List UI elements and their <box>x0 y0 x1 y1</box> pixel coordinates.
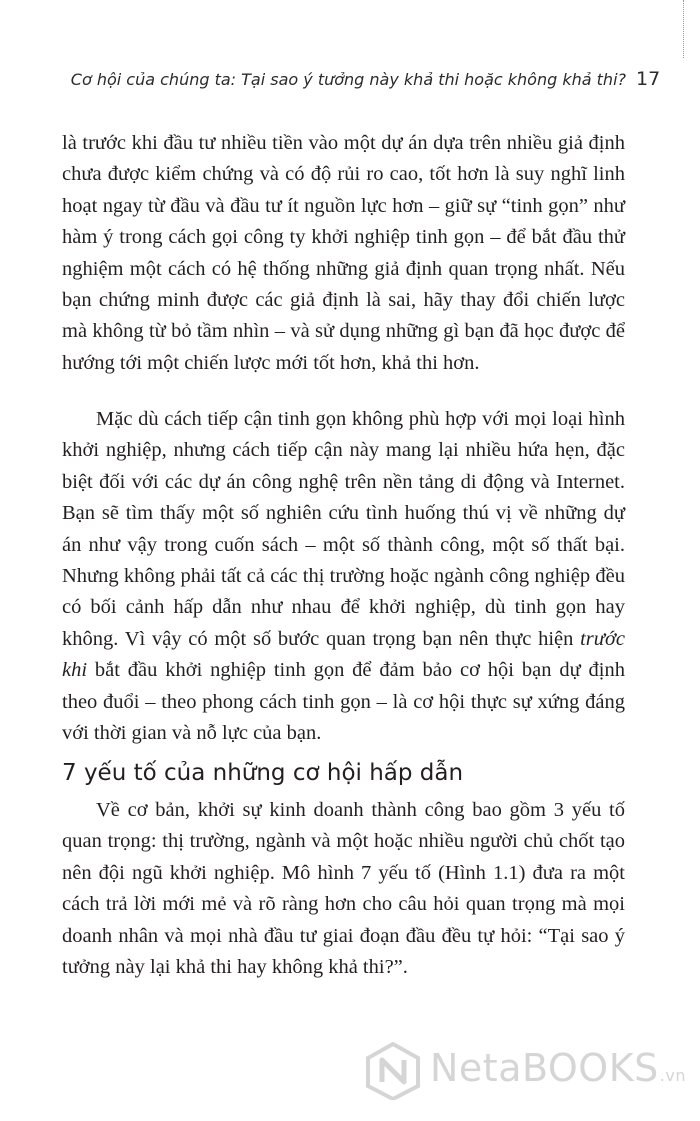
body-paragraph-2 <box>62 404 625 749</box>
body-paragraph-1: là trước khi đầu tư nhiều tiền vào một dự án dựa trên nhiều giả định chưa được kiểm chứng và có độ rủi ro cao, tốt hơn là suy nghĩ linh hoạt ngay từ đầu và đầu tư ít nguồn lực hơn – giữ sự “tinh gọn” như hàm ý trong cách gọi công ty khởi nghiệp tinh gọn – để bắt đầu thử nghiệm một cách có hệ thống những giả định quan trọng nhất. Nếu bạn chứng minh được các giả định là sai, hãy thay đổi chiến lược mà không từ bỏ tầm nhìn – và sử dụng những gì bạn đã học được để hướng tới một chiến lược mới tốt hơn, khả thi hơn. <box>62 132 625 374</box>
emphasis-before: trước khi <box>62 627 625 682</box>
running-header-title: Cơ hội của chúng ta: Tại sao ý tưởng này khả thi hoặc không khả thi? <box>70 70 626 89</box>
watermark-brand: NetaBOOKS <box>430 1046 659 1090</box>
body-paragraph-3: Về cơ bản, khởi sự kinh doanh thành công bao gồm 3 yếu tố quan trọng: thị trường, ngành và một hoặc nhiều người chủ chốt tạo nên đội ngũ khởi nghiệp. Mô hình 7 yếu tố (Hình 1.1) đưa ra một cách trả lời mới mẻ và rõ ràng hơn cho câu hỏi quan trọng mà mọi doanh nhân và mọi nhà đầu tư giai đoạn đầu đều tự hỏi: “Tại sao ý tưởng này lại khả thi hay không khả thi?”. <box>62 799 625 979</box>
watermark <box>364 1040 700 1110</box>
page-number: 17 <box>636 68 661 90</box>
watermark-domain-suffix: .vn <box>659 1066 686 1085</box>
netabooks-logo-icon <box>364 1042 422 1100</box>
paragraph-2-text-start: Mặc dù cách tiếp cận tinh gọn không phù hợp với mọi loại hình khởi nghiệp, nhưng cách tiếp cận này mang lại nhiều hứa hẹn, đặc biệt đối với các dự án công nghệ trên nền tảng di động và Internet. Bạn sẽ tìm thấy một số nghiên cứu tình huống thú vị về những dự án như vậy trong cuốn sách – một số thành công, một số thất bại. Nhưng không phải tất cả các thị trường hoặc ngành công nghiệp đều có bối cảnh hấp dẫn như nhau để khởi nghiệp, dù tinh gọn hay không. Vì vậy có một số bước quan trọng bạn nên thực hiện <box>62 408 625 650</box>
section-heading: 7 yếu tố của những cơ hội hấp dẫn <box>62 760 464 786</box>
watermark-text <box>430 1046 686 1090</box>
paragraph-2-text-end: bắt đầu khởi nghiệp tinh gọn để đảm bảo cơ hội bạn dự định theo đuổi – theo phong cách tinh gọn – là cơ hội thực sự xứng đáng với thời gian và nỗ lực của bạn. <box>62 659 625 745</box>
page-trim-line <box>683 0 684 58</box>
